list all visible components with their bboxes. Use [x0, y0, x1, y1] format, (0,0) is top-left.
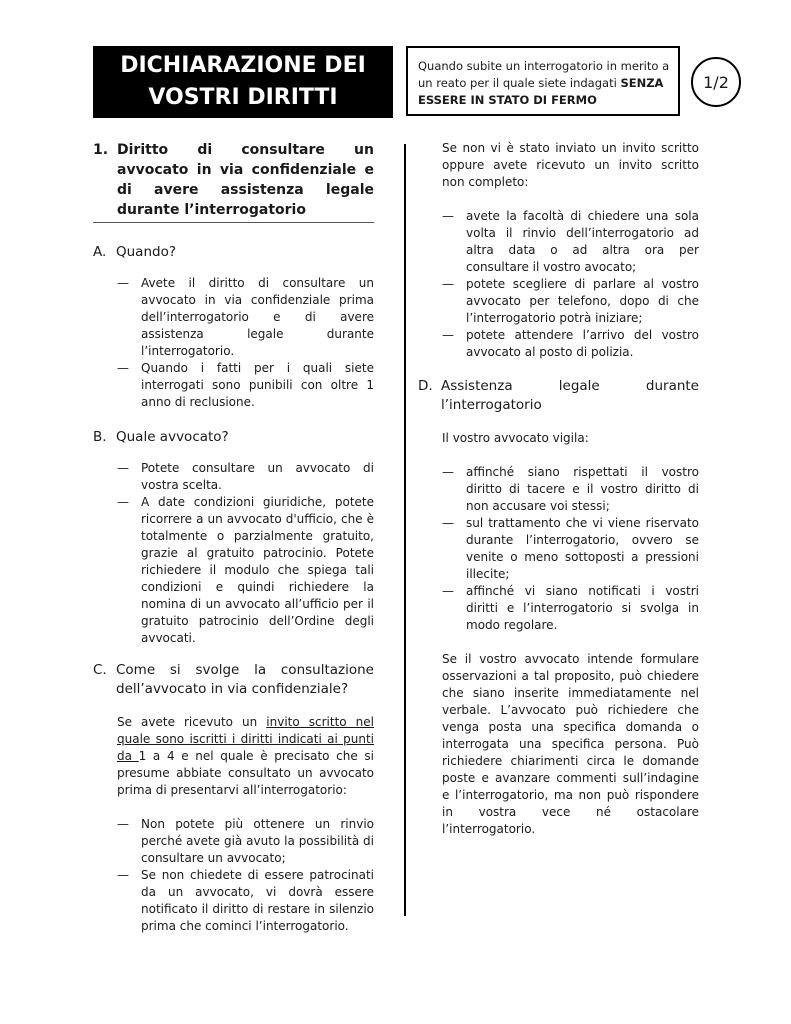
- subsection-d-closing: Se il vostro avvocato intende formulare osservazioni a tal proposito, può chiedere che siano inserite immediatamente nel verbale. L’avvocato può richiedere che venga posta una specifica domanda o interrogata una specifica persona. Può richiedere chiarimenti circa le domande poste e avanzare commenti sull’indagine e l’interrogatorio, ma non può rispondere in vostra vece né ostacolare l’interrogatorio.: [442, 652, 699, 836]
- list-item: [93, 816, 374, 867]
- dash-marker: —: [117, 868, 129, 882]
- list-item-text: avete la facoltà di chiedere una sola volta il rinvio dell’interrogatorio ad altra data o ad altra ora per consultare il vostro avocato;: [466, 209, 699, 274]
- subsection-c-intro-underlined: invito scritto nel quale sono iscritti i diritti indicati ai punti da: [117, 715, 374, 763]
- subsection-d-title: Assistenza legale durante l’interrogatorio: [441, 378, 699, 413]
- list-item-text: potete scegliere di parlare al vostro avvocato per telefono, dopo di che l’interrogatorio potrà iniziare;: [466, 277, 699, 325]
- section-1-number: 1.: [93, 142, 109, 158]
- column-divider: [404, 144, 406, 916]
- page-indicator: [691, 57, 741, 107]
- list-item: [418, 464, 699, 515]
- list-item-text: Non potete più ottenere un rinvio perché avete già avuto la possibilità di consultare un avvocato;: [141, 817, 374, 865]
- subsection-d-list: [418, 464, 699, 634]
- subsection-b-heading: [93, 428, 374, 447]
- list-item-text: potete attendere l’arrivo del vostro avvocato al posto di polizia.: [466, 328, 699, 359]
- dash-marker: —: [117, 361, 129, 375]
- dash-marker: —: [442, 328, 454, 342]
- subsection-c-intro: [93, 714, 374, 799]
- subsection-b-title: Quale avvocato?: [116, 429, 229, 445]
- list-item-text: Quando i fatti per i quali siete interrogati sono punibili con oltre 1 anno di reclusione.: [141, 361, 374, 409]
- list-item-text: Se non chiedete di essere patrocinati da un avvocato, vi dovrà essere notificato il diritto di restare in silenzio prima che cominci l’interrogatorio.: [141, 868, 374, 933]
- list-item-text: Avete il diritto di consultare un avvocato in via confidenziale prima dell’interrogatorio e di avere assistenza legale durante l’interrogatorio.: [141, 276, 374, 358]
- dash-marker: —: [442, 209, 454, 223]
- subsection-d-letter: D.: [418, 378, 433, 394]
- list-item: [418, 327, 699, 361]
- dash-marker: —: [442, 465, 454, 479]
- dash-marker: —: [117, 495, 129, 509]
- subsection-b-letter: B.: [93, 429, 107, 445]
- subsection-c-intro-before: Se avete ricevuto un: [117, 715, 267, 729]
- list-item: [93, 867, 374, 935]
- subsection-c-list2: [418, 208, 699, 361]
- context-info-box: [406, 46, 680, 116]
- dash-marker: —: [117, 276, 129, 290]
- section-1-title: Diritto di consultare un avvocato in via confidenziale e di avere assistenza legale durante l’interrogatorio: [117, 142, 374, 218]
- list-item-text: Potete consultare un avvocato di vostra scelta.: [141, 461, 374, 492]
- subsection-d-intro: Il vostro avvocato vigila:: [442, 431, 589, 445]
- dash-marker: —: [117, 461, 129, 475]
- document-title: [93, 46, 393, 118]
- subsection-a-heading: [93, 243, 374, 262]
- page-indicator-text: 1/2: [703, 72, 729, 92]
- subsection-d-heading: [418, 377, 699, 415]
- document-title-text: DICHIARAZIONE DEI VOSTRI DIRITTI: [120, 53, 366, 110]
- list-item-text: sul trattamento che vi viene riservato durante l’interrogatorio, ovvero se venite o meno sottoposti a pressioni illecite;: [466, 516, 699, 581]
- list-item: [418, 583, 699, 634]
- dash-marker: —: [442, 277, 454, 291]
- list-item: [418, 515, 699, 583]
- left-column: [93, 140, 374, 935]
- subsection-a-list: [93, 275, 374, 411]
- subsection-c-list: [93, 816, 374, 935]
- context-info-bold: SENZA ESSERE IN STATO DI FERMO: [418, 76, 664, 107]
- subsection-a-letter: A.: [93, 244, 107, 260]
- subsection-c-heading: [93, 661, 374, 699]
- dash-marker: —: [117, 817, 129, 831]
- dash-marker: —: [442, 516, 454, 530]
- list-item: [93, 360, 374, 411]
- subsection-c-letter: C.: [93, 662, 107, 678]
- list-item: [93, 460, 374, 494]
- list-item-text: A date condizioni giuridiche, potete ricorrere a un avvocato d'ufficio, che è totalmente o parzialmente gratuito, grazie al gratuito patrocinio. Potete richiedere il modulo che spiega tali condizioni e quindi richiedere la nomina di un avvocato all’ufficio per il gratuito patrocinio dell’Ordine degli avvocati.: [141, 495, 374, 645]
- list-item-text: affinché siano rispettati il vostro diritto di tacere e il vostro diritto di non accusare voi stessi;: [466, 465, 699, 513]
- dash-marker: —: [442, 584, 454, 598]
- subsection-b-list: [93, 460, 374, 647]
- list-item: [93, 494, 374, 647]
- subsection-a-title: Quando?: [116, 244, 177, 260]
- list-item-text: affinché vi siano notificati i vostri diritti e l’interrogatorio si svolga in modo regolare.: [466, 584, 699, 632]
- list-item: [93, 275, 374, 360]
- subsection-c-title: Come si svolge la consultazione dell’avvocato in via confidenziale?: [116, 662, 374, 697]
- right-column: [418, 140, 699, 838]
- context-info-text: Quando subite un interrogatorio in merito a un reato per il quale siete indagati: [418, 59, 670, 90]
- subsection-c-intro2: Se non vi è stato inviato un invito scritto oppure avete ricevuto un invito scritto non completo:: [442, 141, 699, 189]
- list-item: [418, 208, 699, 276]
- subsection-c-intro-after: 1 a 4 e nel quale è precisato che si presume abbiate consultato un avvocato prima di presentarvi all’interrogatorio:: [117, 749, 374, 797]
- section-1-heading: [93, 140, 374, 223]
- list-item: [418, 276, 699, 327]
